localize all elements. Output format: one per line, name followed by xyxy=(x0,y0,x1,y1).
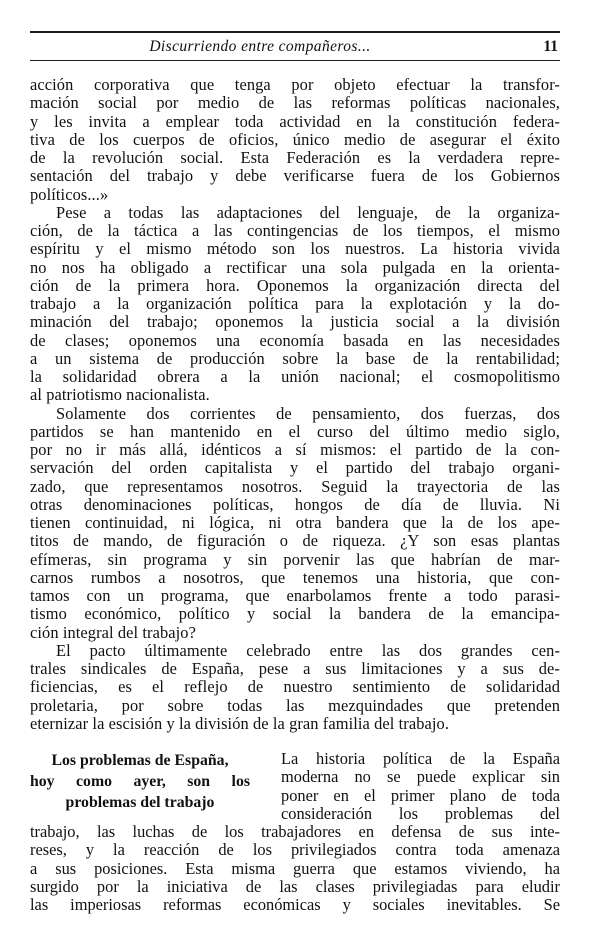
text-line: ción, de la táctica a las contingencias de los tiempos, el mismo xyxy=(30,221,560,240)
text-line: acción corporativa que tenga por objeto efectuar la transfor- xyxy=(30,75,560,94)
text-line: de clases; oponemos una economía basada en las necesidades xyxy=(30,330,560,350)
text-line: a sus posiciones. Esta misma guerra que estamos viviendo, ha xyxy=(30,858,560,878)
text-line: tismo económico, político y social la bandera de la emancipa- xyxy=(30,604,560,624)
text-line: La historia política de la España xyxy=(281,749,560,768)
section-heading-line: problemas del trabajo xyxy=(65,794,215,811)
text-line: tamos con un programa, que enarbolamos frente a todo parasi- xyxy=(30,586,560,605)
text-line: moderna no se puede explicar sin xyxy=(281,767,560,787)
text-line: reses, y la reacción de los privilegiados contra toda amenaza xyxy=(30,840,560,860)
text-line: ción integral del trabajo? xyxy=(30,622,196,642)
text-line: zado, que representamos nosotros. Seguid la trayectoria de las xyxy=(30,476,560,496)
text-line: sentación del trabajo y debe verificarse fuera de los Gobiernos xyxy=(30,166,560,186)
text-line: Solamente dos corrientes de pensamiento, dos fuerzas, dos xyxy=(56,403,560,423)
text-line: eternizar la escisión y la división de la gran familia del trabajo. xyxy=(30,713,450,733)
text-line: otras denominaciones políticas, hongos de día de lluvia. Ni xyxy=(30,494,560,514)
text-line: proletaria, por sobre todas las mezquindades que pretenden xyxy=(30,695,560,715)
header-rule xyxy=(30,60,560,61)
text-line: efímeras, sin programa y sin porvenir las que habrían de mar- xyxy=(30,549,560,569)
section-heading xyxy=(30,750,250,813)
text-line: y les invita a emplear toda actividad en la constitución federa- xyxy=(30,111,560,131)
section-heading-line: hoy como ayer, son los xyxy=(30,773,250,790)
section-intro-column xyxy=(281,750,560,823)
text-line: ficiencias, es el reflejo de nuestro sentimiento de solidaridad xyxy=(30,677,560,697)
text-line: a un sistema de producción sobre la base de la rentabilidad; xyxy=(30,348,560,368)
text-line: espíritu y el mismo método son los nuestros. La historia vivida xyxy=(30,239,560,259)
page-number: 11 xyxy=(543,38,558,55)
top-rule xyxy=(30,31,560,33)
text-line: las imperiosas reformas económicas y sociales inevitables. Se xyxy=(30,895,560,914)
text-line: trales sindicales de España, pese a sus limitaciones y a sus de- xyxy=(30,659,560,678)
text-line: Pese a todas las adaptaciones del lenguaje, de la organiza- xyxy=(56,202,560,222)
text-line: minación del trabajo; oponemos la justicia social a la división xyxy=(30,312,560,332)
text-line: carnos rumbos a nosotros, que tenemos una historia, que con- xyxy=(30,567,560,587)
running-header xyxy=(30,35,560,59)
text-line: poner en el primer plano de toda xyxy=(281,785,560,805)
running-title: Discurriendo entre compañeros... xyxy=(149,38,371,55)
text-line: surgido por la iniciativa de las clases privilegiadas para eludir xyxy=(30,876,560,896)
section-body xyxy=(30,823,560,914)
text-line: partidos se han mantenido en el curso del último medio siglo, xyxy=(30,421,560,441)
text-line: por no ir más allá, idénticos a sí mismos: el partido de la con- xyxy=(30,440,560,459)
text-line: trabajo a la organización política para la explotación y la do- xyxy=(30,294,560,313)
text-line: la solidaridad obrera a la unión nacional; el cosmopolitismo xyxy=(30,367,560,386)
text-line: trabajo, las luchas de los trabajadores en defensa de sus inte- xyxy=(30,822,560,841)
text-line: servación del orden capitalista y el partido del trabajo organi- xyxy=(30,458,560,478)
text-line: al patriotismo nacionalista. xyxy=(30,385,210,405)
body-text xyxy=(30,76,560,733)
text-line: políticos...» xyxy=(30,184,109,204)
text-line: mación social por medio de las reformas políticas nacionales, xyxy=(30,93,560,113)
text-line: ción de la primera hora. Oponemos la organización directa del xyxy=(30,275,560,295)
text-line: El pacto últimamente celebrado entre las dos grandes cen- xyxy=(56,640,560,660)
text-line: titos de mando, de figuración o de riqueza. ¿Y son esas plantas xyxy=(30,531,560,551)
text-line: de la revolución social. Esta Federación es la verdadera repre- xyxy=(30,148,560,167)
text-line: consideración los problemas del xyxy=(281,803,560,823)
section-heading-line: Los problemas de España, xyxy=(51,752,229,769)
text-line: tiva de los cuerpos de oficios, único medio de asegurar el éxito xyxy=(30,129,560,149)
text-line: no nos ha obligado a rectificar una sola pulgada en la orienta- xyxy=(30,257,560,277)
text-line: tienen continuidad, ni lógica, ni otra bandera que la de los ape- xyxy=(30,513,560,532)
